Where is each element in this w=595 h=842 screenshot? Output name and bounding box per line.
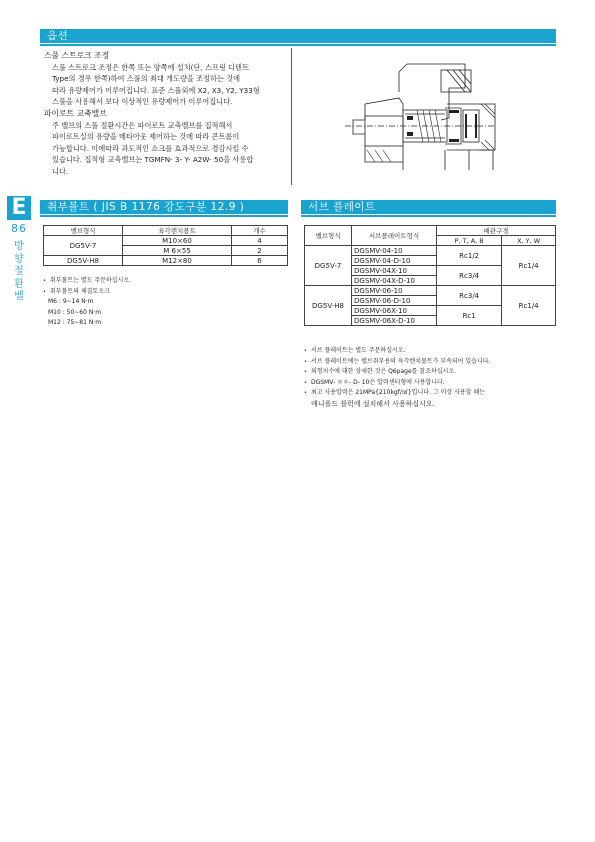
pilot-line: 파이로트실의 유량을 메타아웃 제어하는 것에 따라 콘트롤이 [52,132,240,142]
stroke-line: 따라 유량제어가 이루어집니다. 표준 스풀외에 X2, X3, Y2, Y33형 [52,85,260,95]
bolt-cell: M12×80 [123,256,232,266]
sidebar-tab [7,196,31,304]
pilot-line: 니다. [52,166,69,176]
subplate-notes [304,346,559,410]
bolts-section-bar [40,200,288,214]
valve-cell: DG5V-H8 [305,286,352,326]
torque-item: M6 : 9∼14 N·m [48,298,94,306]
subplate-bar-underline [301,215,556,217]
bolts-title: 취부볼트 ( JIS B 1176 강도구분 12.9 ) [47,201,245,213]
note-continuation: 매니폴드 블럭에 설치해서 사용하십시오. [311,399,435,408]
bolt-cell: M10×60 [123,236,232,246]
bolt-cell: M 6×55 [123,246,232,256]
plate-cell: DGSMV-06X-D-10 [352,316,437,326]
category-char: 절 [14,266,24,277]
qty-cell: 4 [232,236,288,246]
ptab-cell: Rc1 [437,306,502,326]
qty-cell: 6 [232,256,288,266]
plate-cell: DGSMV-06X-10 [352,306,437,316]
table-header-row [44,226,288,236]
table-row [305,246,556,256]
ptab-cell: Rc3/4 [437,266,502,286]
stroke-line: 스풀을 사용해서 보다 이상적인 유량제어가 이루어집니다. [52,97,233,107]
pilot-line: 있습니다. 집적형 교축밸브는 TGMFN- 3- Y- A2W- 50을 사용합 [52,155,254,165]
section-letter: E [7,196,31,220]
stroke-line: 스풀 스트로크 조정은 한쪽 또는 양쪽에 설치(단, 스프링 디텐트 [52,62,249,72]
note-item: • 외형치수에 대한 상세한 것은 Q6page를 참조하십시오. [304,367,559,378]
page-number: 86 [11,222,27,235]
col-header: 서브플레이트형식 [352,226,437,246]
stroke-adjuster-drawing [345,58,525,170]
plate-cell: DGSMV-04X-10 [352,266,437,276]
subplate-table [304,225,556,326]
col-header: P, T, A, B [437,236,502,246]
pilot-line: 주 밸브의 스풀 절환시간은 파이로트 교축밸브를 집적해서 [52,120,233,130]
col-header: 배관구경 [437,226,556,236]
torque-item: M12 : 75∼81 N·m [48,319,102,327]
subplate-section-bar [301,200,556,214]
note-item: • 취부볼트는 별도 주문하십시오. [43,276,288,287]
col-header: 육각렌치볼트 [123,226,232,236]
category-char: 향 [14,253,24,265]
note-item: • 취부볼트의 체결토오크 [43,287,288,298]
column-divider [291,48,292,185]
col-header: 밸브형식 [305,226,352,246]
plate-cell: DGSMV-04-10 [352,246,437,256]
plate-cell: DGSMV-06-D-10 [352,296,437,306]
stroke-line: Type의 경우 한쪽)하여 스풀의 최대 개도량을 조정하는 것에 [52,74,241,84]
category-label [7,241,31,304]
note-item: • 최고 사용압력은 21MPa{210kgf/㎠}입니다. 그 이상 사용할 때는 [304,388,559,399]
category-char: 밸 [14,291,24,302]
table-row [44,256,288,266]
pilot-line: 가능합니다. 이에따라 과도적인 쇼크를 효과적으로 경감시킬 수 [52,143,249,153]
bolts-notes [43,276,288,329]
plate-cell: DGSMV-04X-D-10 [352,276,437,286]
valve-cell: DG5V-7 [305,246,352,286]
options-section-bar [40,29,556,43]
col-header: 개수 [232,226,288,236]
note-item: • DGSMV- ＊＊- D- 10은 압력센터형에 사용합니다. [304,378,559,389]
table-row [305,286,556,296]
category-char: 환 [14,278,24,290]
note-item: • 서브 플레이트는 별도 주문하십시오. [304,346,559,357]
subplate-title: 서브 플레이트 [308,201,376,213]
options-title: 옵션 [47,30,69,42]
xyw-cell: Rc1/4 [502,246,556,286]
table-header-row [305,226,556,236]
plate-cell: DGSMV-06-10 [352,286,437,296]
bolts-bar-underline [40,215,288,217]
bolts-table [43,225,288,266]
options-text-block [44,50,289,178]
ptab-cell: Rc1/2 [437,246,502,266]
plate-cell: DGSMV-04-D-10 [352,256,437,266]
ptab-cell: Rc3/4 [437,286,502,306]
valve-cell: DG5V-H8 [44,256,123,266]
category-char: 방 [14,241,24,252]
pilot-heading: 파이로트 교축밸브 [44,108,107,118]
col-header: X, Y, W [502,236,556,246]
table-row [44,236,288,246]
valve-cell: DG5V-7 [44,236,123,256]
stroke-heading: 스풀 스트로크 조정 [44,51,110,60]
torque-item: M10 : 50∼60 N·m [48,308,102,316]
note-item: • 서브 플레이트에는 밸브취부용의 육각렌치볼트가 부속되어 있습니다. [304,357,559,368]
xyw-cell: Rc1/4 [502,286,556,326]
col-header: 밸브형식 [44,226,123,236]
options-bar-underline [40,44,556,46]
qty-cell: 2 [232,246,288,256]
